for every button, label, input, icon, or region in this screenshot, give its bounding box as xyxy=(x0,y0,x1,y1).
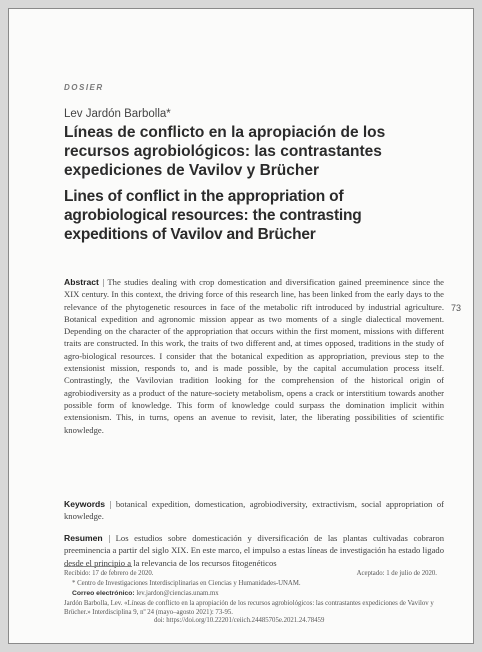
accepted-date: Aceptado: 1 de julio de 2020. xyxy=(356,570,437,577)
resumen-text: | Los estudios sobre domesticación y diversificación de las plantas cultivadas cobraron preeminencia a partir del siglo XIX. En este marco, el impulso a estas líneas de investigación ha estado ligado desde el principio a la relevancia de los recursos fitogenéticos xyxy=(64,533,444,568)
title-spanish: Líneas de conflicto en la apropiación de los recursos agrobiológicos: las contrastantes expediciones de Vavilov y Brücher xyxy=(64,124,386,179)
keywords-label: Keywords xyxy=(64,499,106,509)
email-link[interactable]: lev.jardon@ciencias.unam.mx xyxy=(134,590,219,597)
footnote-citation: Jardón Barbolla, Lev. «Líneas de conflicto en la apropiación de los recursos agrobiológicos: las contrastantes expediciones de Vavilov y Brücher.» Interdisciplina 9, nº 24 (mayo–agosto 2021): 73-95. xyxy=(64,600,434,616)
footnote-affiliation: * Centro de Investigaciones Interdisciplinarias en Ciencias y Humanidades-UNAM. xyxy=(72,580,301,587)
abstract-label: Abstract xyxy=(64,277,99,287)
author-name: Lev Jardón Barbolla* xyxy=(64,108,171,120)
footnote-divider xyxy=(64,566,132,567)
footnote-email xyxy=(72,590,457,599)
page-number: 73 xyxy=(450,303,461,313)
received-date: Recibido: 17 de febrero de 2020. xyxy=(64,570,154,577)
footnote-dates xyxy=(64,570,449,579)
resumen-paragraph xyxy=(64,532,444,569)
keywords-paragraph xyxy=(64,498,444,523)
keywords-text: | botanical expedition, domestication, agrobiodiversity, extractivism, social appropriation of knowledge. xyxy=(64,499,444,522)
footnote-doi[interactable]: doi: https://doi.org/10.22201/ceiich.24485705e.2021.24.78459 xyxy=(154,617,325,624)
abstract-text: | The studies dealing with crop domestication and diversification gained preeminence since the XIX century. In this context, the driving force of this research line, has been linked from the early days to the relevance of the phytogenetic resources in face of the metabolic rift introduced by industrial agriculture. Botanical expedition and agronomic mission appear as two moments of a single dialectical movement. Depending on the character of the appropriation that occurs within the first moment, missions with different traits are constructed. In this work, the traits of two different and, at times opposed, traditions in the study of agro-biological resources. I consider that the botanical expedition as appropriation, previous step to the extensionist mission, responds to, and is made possible, by the capital accumulation process itself. Contrastingly, the Vavilovian tradition looking for the comprehension of the historical origin of agrobiodiversity as a product of the nature-society metabolism, opens a crack or interstitium towards another possible form of knowledge. This form of knowledge could surpass the domination implicit within extensionism. This, in turns, opens an avenue to revisit, later, the liberating possibilities of scientific knowledge. xyxy=(64,277,444,435)
resumen-label: Resumen xyxy=(64,533,103,543)
title-english: Lines of conflict in the appropriation of agrobiological resources: the contrasting expeditions of Vavilov and Brücher xyxy=(64,188,362,243)
section-label: DOSIER xyxy=(64,83,104,92)
journal-page xyxy=(8,8,474,644)
abstract-paragraph xyxy=(64,276,444,436)
email-label: Correo electrónico: xyxy=(72,590,135,597)
